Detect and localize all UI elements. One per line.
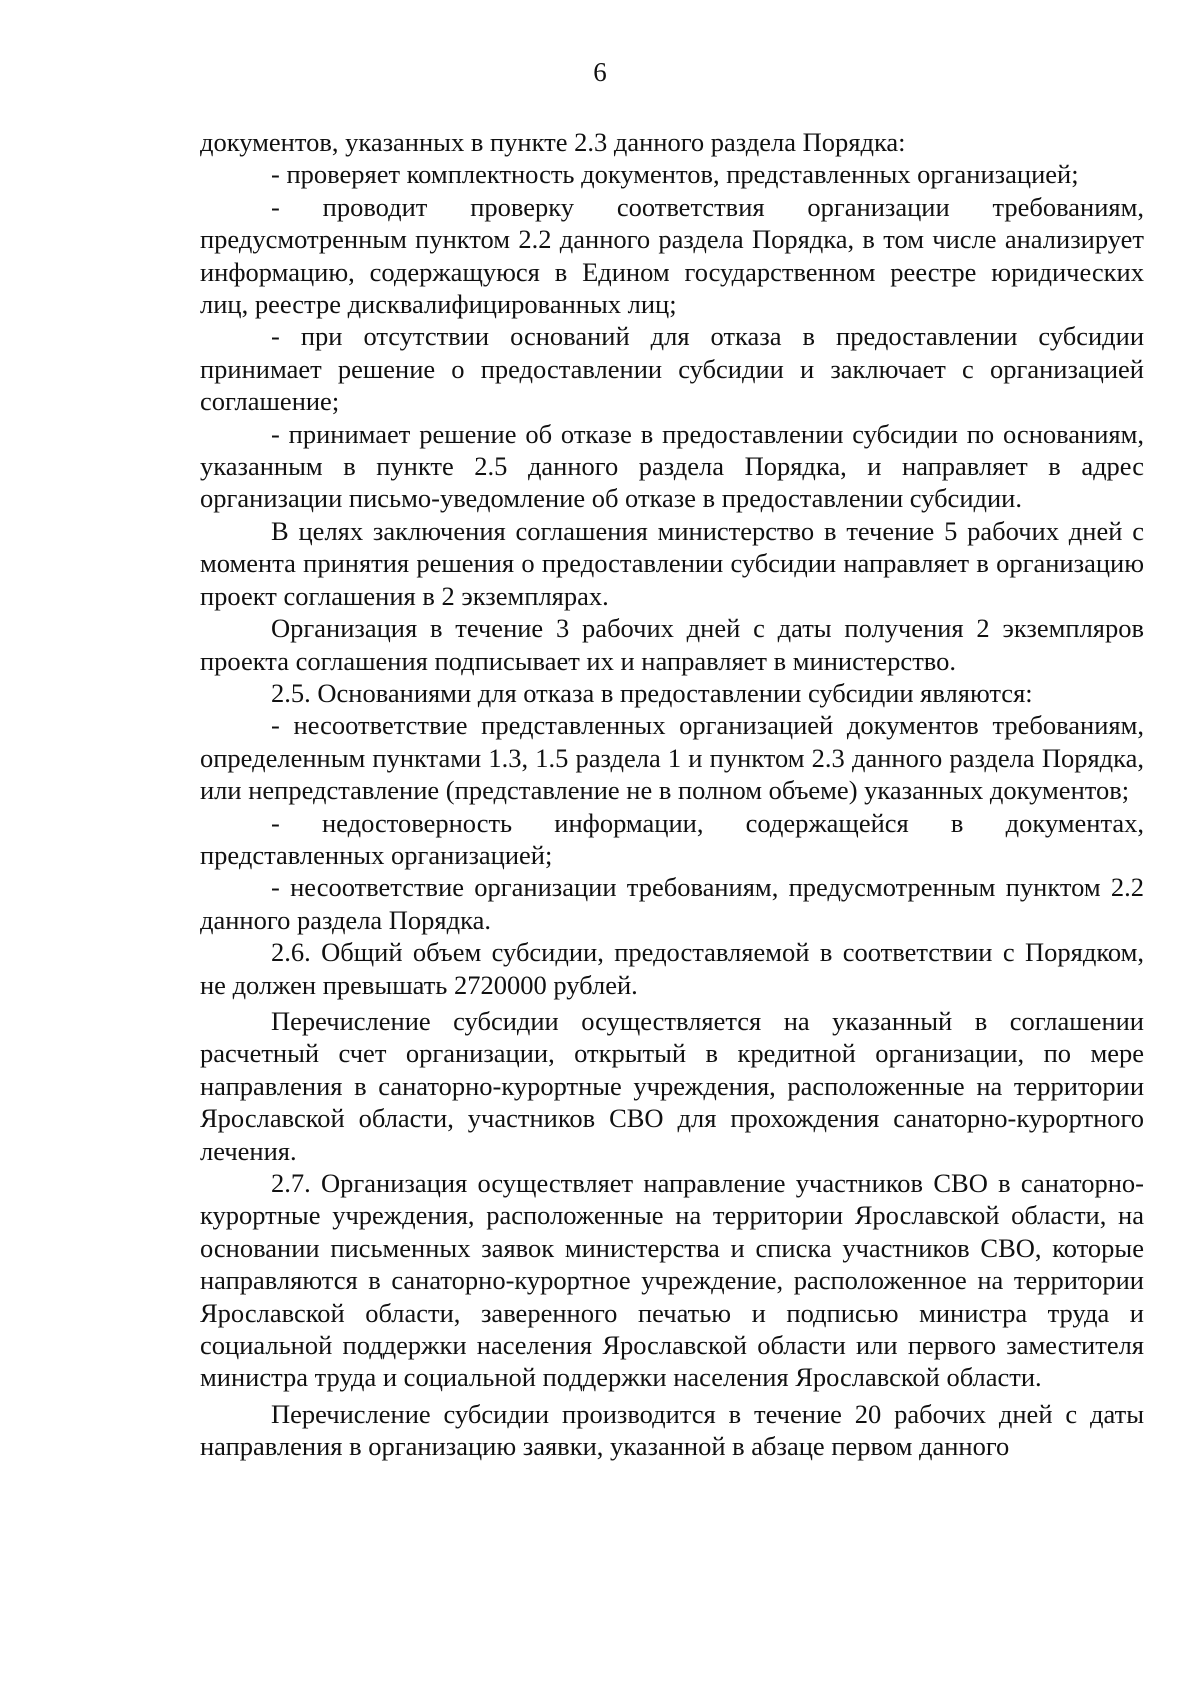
paragraph: - несоответствие организации требованиям, предусмотренным пунктом 2.2 данного раздела Порядка. [200, 872, 1144, 935]
paragraph: - несоответствие представленных организацией документов требованиям, определенным пунктами 1.3, 1.5 раздела 1 и пунктом 2.3 данного раздела Порядка, или непредставление (представление не в полном объеме) указанных документов; [200, 710, 1144, 806]
paragraph: В целях заключения соглашения министерство в течение 5 рабочих дней с момента принятия решения о предоставлении субсидии направляет в организацию проект соглашения в 2 экземплярах. [200, 515, 1144, 611]
paragraph: Организация в течение 3 рабочих дней с даты получения 2 экземпляров проекта соглашения подписывает их и направляет в министерство. [200, 613, 1144, 676]
paragraph: - недостоверность информации, содержащейся в документах, представленных организацией; [200, 807, 1144, 870]
paragraph: 2.6. Общий объем субсидии, предоставляемой в соответствии с Порядком, не должен превышать 2720000 рублей. [200, 937, 1144, 1000]
paragraph: - проводит проверку соответствия организации требованиям, предусмотренным пунктом 2.2 данного раздела Порядка, в том числе анализирует информацию, содержащуюся в Едином государственном реестре юридических лиц, реестре дисквалифицированных лиц; [200, 191, 1144, 320]
paragraph: 2.5. Основаниями для отказа в предоставлении субсидии являются: [271, 677, 1033, 708]
document-body [200, 126, 1144, 1463]
paragraph: документов, указанных в пункте 2.3 данного раздела Порядка: [200, 127, 906, 157]
paragraph: Перечисление субсидии осуществляется на указанный в соглашении расчетный счет организации, открытый в кредитной организации, по мере направления в санаторно-курортные учреждения, расположенные на территории Ярославской области, участников СВО для прохождения санаторно-курортного лечения. [200, 1005, 1144, 1166]
paragraph: - при отсутствии оснований для отказа в предоставлении субсидии принимает решение о предоставлении субсидии и заключает с организацией соглашение; [200, 321, 1144, 417]
page-number: 6 [593, 57, 607, 87]
paragraph: 2.7. Организация осуществляет направление участников СВО в санаторно-курортные учреждения, расположенные на территории Ярославской области, на основании письменных заявок министерства и списка участников СВО, которые направляются в санаторно-курортное учреждение, расположенное на территории Ярославской области, заверенного печатью и подписью министра труда и социальной поддержки населения Ярославской области или первого заместителя министра труда и социальной поддержки населения Ярославской области. [200, 1168, 1144, 1393]
paragraph: Перечисление субсидии производится в течение 20 рабочих дней с даты направления в организацию заявки, указанной в абзаце первом данного [200, 1398, 1144, 1462]
paragraph: - принимает решение об отказе в предоставлении субсидии по основаниям, указанным в пункте 2.5 данного раздела Порядка, и направляет в адрес организации письмо-уведомление об отказе в предоставлении субсидии. [200, 418, 1144, 514]
paragraph: - проверяет комплектность документов, представленных организацией; [271, 159, 1079, 190]
